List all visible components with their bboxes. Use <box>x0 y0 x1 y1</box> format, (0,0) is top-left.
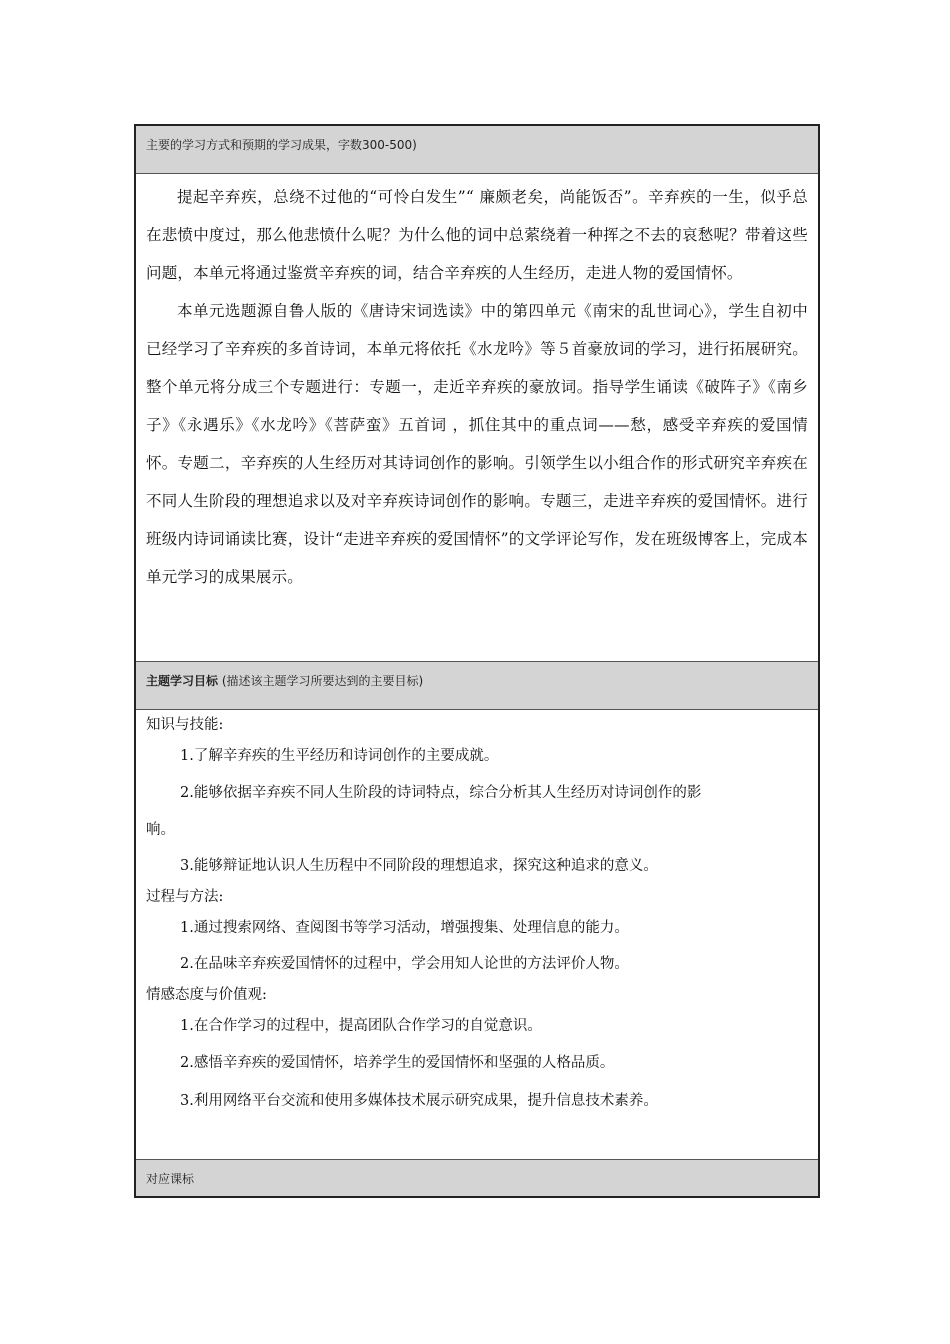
curriculum-standard-header <box>136 1160 818 1196</box>
learning-goals-title: 主题学习目标 <box>146 674 219 688</box>
emotion-values-label: 情感态度与价值观: <box>146 987 267 1003</box>
curriculum-standard-header-text: 对应课标 <box>146 1172 195 1186</box>
knowledge-goal-2-continued: 响。 <box>146 822 175 838</box>
emotion-goal-1: 1.在合作学习的过程中，提高团队合作学习的自觉意识。 <box>180 1018 542 1034</box>
intro-paragraph-2: 本单元选题源自鲁人版的《唐诗宋词选读》中的第四单元《南宋的乱世词心》，学生自初中已经学习了辛弃疾的多首诗词，本单元将依托《水龙吟》等５首豪放词的学习，进行拓展研究。整个单元将分成三个专题进行：专题一，走近辛弃疾的豪放词。指导学生诵读《破阵子》《南乡子》《永遇乐》《水龙吟》《菩萨蛮》五首词 ，抓住其中的重点词——愁，感受辛弃疾的爱国情怀。专题二，辛弃疾的人生经历对其诗词创作的影响。引领学生以小组合作的形式研究辛弃疾在不同人生阶段的理想追求以及对辛弃疾诗词创作的影响。专题三，走进辛弃疾的爱国情怀。进行班级内诗词诵读比赛，设计“走进辛弃疾的爱国情怀”的文学评论写作，发在班级博客上，完成本单元学习的成果展示。 <box>146 302 808 586</box>
emotion-goal-3: 3.利用网络平台交流和使用多媒体技术展示研究成果，提升信息技术素养。 <box>180 1093 658 1109</box>
learning-goals-cell <box>136 710 818 1160</box>
learning-goals-header <box>136 662 818 710</box>
process-methods-label: 过程与方法: <box>146 889 224 905</box>
knowledge-goal-2: 2.能够依据辛弃疾不同人生阶段的诗词特点，综合分析其人生经历对诗词创作的影 <box>180 785 702 801</box>
learning-method-header-text: 主要的学习方式和预期的学习成果，字数300-500) <box>146 138 417 152</box>
knowledge-goal-3: 3.能够辩证地认识人生历程中不同阶段的理想追求，探究这种追求的意义。 <box>180 858 658 874</box>
lesson-plan-table <box>134 124 820 1198</box>
emotion-goal-2: 2.感悟辛弃疾的爱国情怀，培养学生的爱国情怀和坚强的人格品质。 <box>180 1055 615 1071</box>
knowledge-goal-1: 1.了解辛弃疾的生平经历和诗词创作的主要成就。 <box>180 748 499 764</box>
learning-method-header <box>136 126 818 174</box>
knowledge-skills-label: 知识与技能: <box>146 717 224 733</box>
learning-goals-note: (描述该主题学习所要达到的主要目标) <box>218 674 424 688</box>
unit-introduction-cell <box>136 174 818 662</box>
process-goal-2: 2.在品味辛弃疾爱国情怀的过程中，学会用知人论世的方法评价人物。 <box>180 956 629 972</box>
process-goal-1: 1.通过搜索网络、查阅图书等学习活动，增强搜集、处理信息的能力。 <box>180 920 629 936</box>
intro-paragraph-1: 提起辛弃疾，总绕不过他的“可怜白发生”“ 廉颇老矣，尚能饭否”。辛弃疾的一生，似乎总在悲愤中度过，那么他悲愤什么呢？为什么他的词中总萦绕着一种挥之不去的哀愁呢？带着这些问题，本单元将通过鉴赏辛弃疾的词，结合辛弃疾的人生经历，走进人物的爱国情怀。 <box>146 188 808 282</box>
